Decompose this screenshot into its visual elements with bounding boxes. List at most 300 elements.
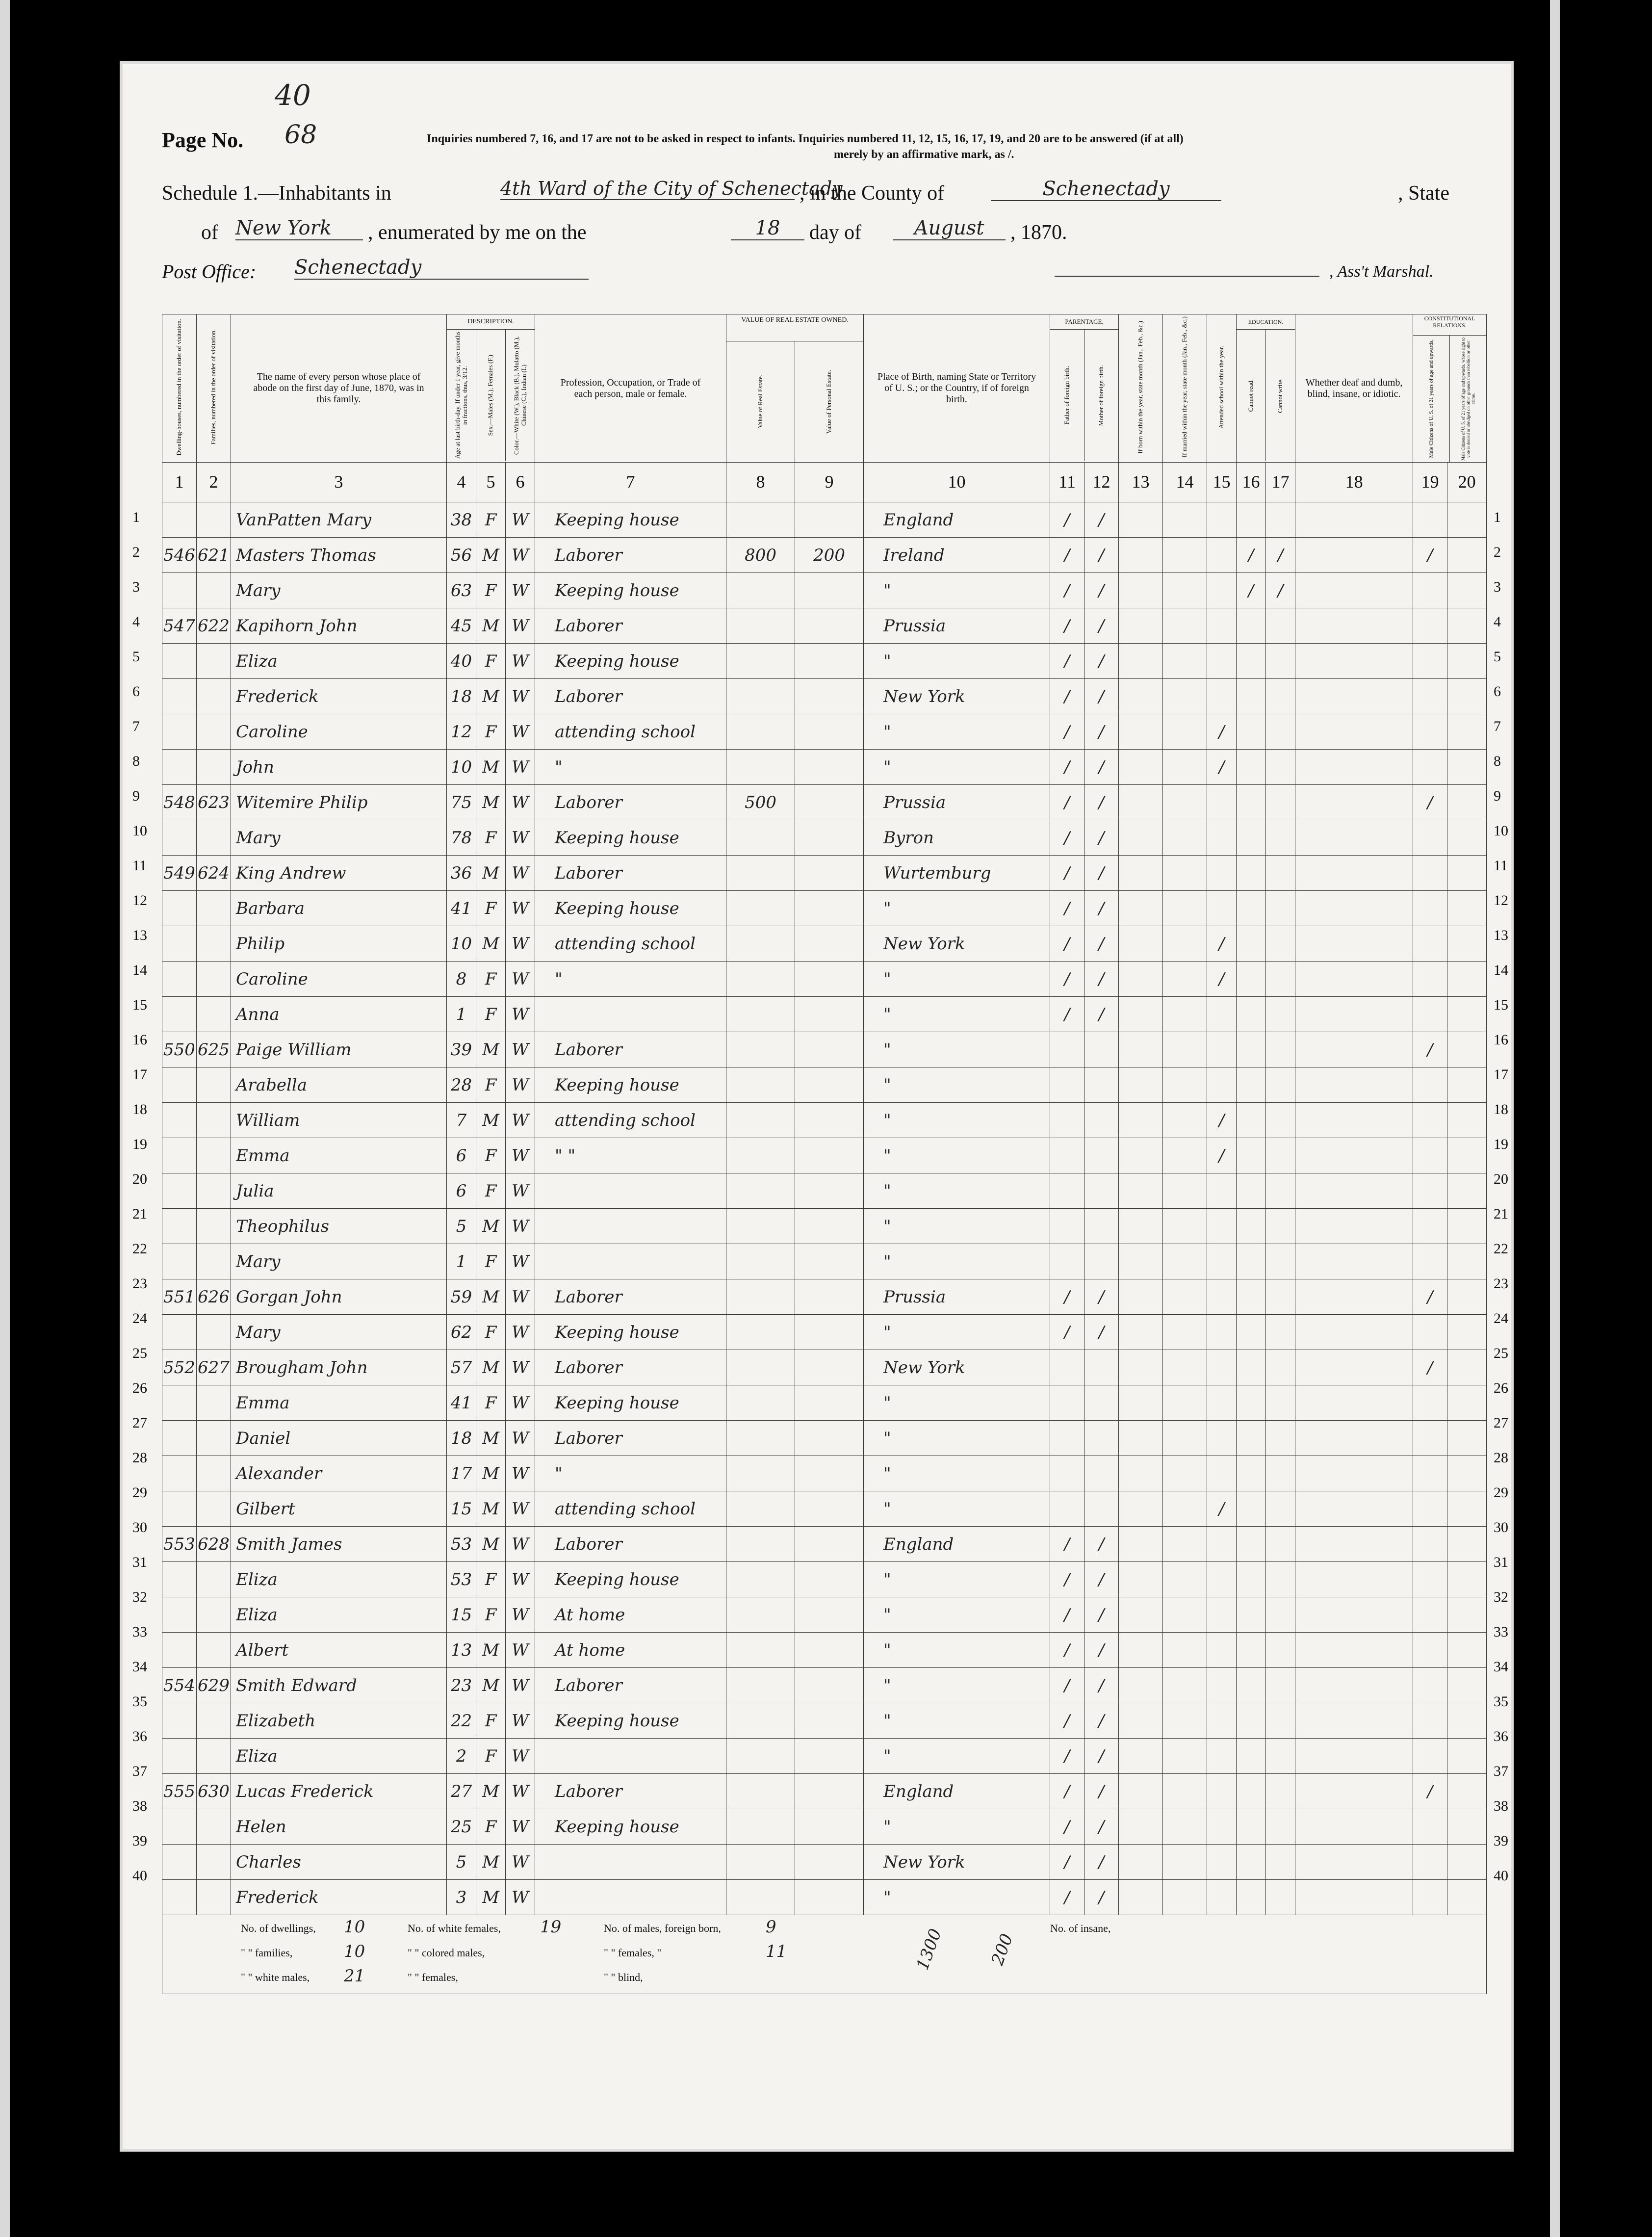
birthplace-cell: Ireland: [864, 538, 1050, 573]
col-19-header: Male Citizens of U. S. of 21 years of age and upwards.: [1428, 339, 1434, 458]
table-row: [162, 1067, 1487, 1103]
cannot-write-cell: [1266, 1209, 1295, 1244]
line-number-right: 4: [1494, 614, 1501, 630]
line-number-right: 34: [1494, 1659, 1508, 1675]
vote-denied-cell: [1447, 573, 1487, 608]
birthplace-cell: ": [864, 1562, 1050, 1597]
cannot-write-cell: [1266, 926, 1295, 962]
line-number-left: 40: [132, 1868, 147, 1884]
family-number: [197, 1103, 231, 1138]
attended-school-cell: [1207, 679, 1237, 714]
attended-school-cell: [1207, 1880, 1237, 1915]
age-cell: 56: [447, 538, 476, 573]
table-row: [162, 1350, 1487, 1385]
male-citizen-cell: [1413, 1421, 1447, 1456]
birthplace-cell: ": [864, 997, 1050, 1032]
male-citizen-cell: [1413, 1491, 1447, 1527]
birthplace-cell: ": [864, 1138, 1050, 1173]
attended-school-cell: [1207, 573, 1237, 608]
color-cell: W: [506, 573, 535, 608]
infirmity-cell: [1295, 997, 1413, 1032]
occupation-cell: ": [535, 1456, 726, 1491]
birthplace-cell: ": [864, 1880, 1050, 1915]
cannot-read-cell: [1237, 750, 1266, 785]
birthplace-cell: ": [864, 1173, 1050, 1209]
born-within-year-cell: [1119, 1668, 1163, 1703]
column-number: 5: [476, 463, 506, 502]
real-estate-cell: [726, 1597, 795, 1633]
male-citizen-cell: [1413, 644, 1447, 679]
inquiries-note-2: merely by an affirmative mark, as /.: [834, 148, 1014, 161]
person-name: William: [231, 1103, 447, 1138]
col-20-header: Male Citizens of U. S. of 21 years of age and upwards, whose right to vote is denied or abridged on other grounds than rebellion or other crime.: [1460, 337, 1476, 461]
mother-foreign-cell: /: [1084, 1562, 1119, 1597]
post-office-label: Post Office:: [162, 260, 257, 283]
birthplace-cell: ": [864, 1067, 1050, 1103]
married-within-year-cell: [1163, 1633, 1207, 1668]
table-row: [162, 1491, 1487, 1527]
male-citizen-cell: [1413, 997, 1447, 1032]
white-females-value: 19: [540, 1917, 562, 1937]
age-cell: 6: [447, 1138, 476, 1173]
attended-school-cell: [1207, 1456, 1237, 1491]
column-number: 14: [1163, 463, 1207, 502]
family-number: 630: [197, 1774, 231, 1809]
family-number: [197, 820, 231, 856]
vote-denied-cell: [1447, 1880, 1487, 1915]
color-cell: W: [506, 1880, 535, 1915]
mother-foreign-cell: [1084, 1103, 1119, 1138]
color-cell: W: [506, 785, 535, 820]
day-of-label: day of: [809, 221, 862, 244]
male-citizen-cell: [1413, 1739, 1447, 1774]
cannot-read-cell: [1237, 1032, 1266, 1067]
vote-denied-cell: [1447, 538, 1487, 573]
vote-denied-cell: [1447, 608, 1487, 644]
married-within-year-cell: [1163, 1456, 1207, 1491]
dwelling-number: 549: [162, 856, 197, 891]
male-citizen-cell: [1413, 1067, 1447, 1103]
male-citizen-cell: /: [1413, 785, 1447, 820]
family-number: [197, 1138, 231, 1173]
cannot-read-cell: [1237, 891, 1266, 926]
cannot-read-cell: /: [1237, 538, 1266, 573]
table-row: [162, 538, 1487, 573]
cannot-read-cell: [1237, 1209, 1266, 1244]
totals-row: [162, 1915, 1487, 1994]
dwelling-number: [162, 1173, 197, 1209]
father-foreign-cell: /: [1050, 820, 1084, 856]
personal-estate-cell: [795, 1456, 864, 1491]
mother-foreign-cell: /: [1084, 1633, 1119, 1668]
col-15-header: Attended school within the year.: [1207, 314, 1237, 463]
line-number-left: 21: [132, 1206, 147, 1222]
dwelling-number: [162, 997, 197, 1032]
line-number-right: 9: [1494, 788, 1501, 804]
line-number-right: 11: [1494, 858, 1508, 874]
male-citizen-cell: [1413, 1385, 1447, 1421]
mother-foreign-cell: [1084, 1209, 1119, 1244]
age-cell: 53: [447, 1527, 476, 1562]
born-within-year-cell: [1119, 1597, 1163, 1633]
real-estate-cell: [726, 1173, 795, 1209]
father-foreign-cell: [1050, 1209, 1084, 1244]
mother-foreign-cell: /: [1084, 1703, 1119, 1739]
county-label: , in the County of: [800, 182, 945, 205]
color-cell: W: [506, 1774, 535, 1809]
infirmity-cell: [1295, 1244, 1413, 1279]
person-name: Frederick: [231, 679, 447, 714]
infirmity-cell: [1295, 1421, 1413, 1456]
line-number-right: 5: [1494, 649, 1501, 665]
table-row: [162, 1103, 1487, 1138]
personal-estate-cell: [795, 1350, 864, 1385]
cannot-write-cell: [1266, 644, 1295, 679]
male-citizen-cell: [1413, 1103, 1447, 1138]
infirmity-cell: [1295, 573, 1413, 608]
born-within-year-cell: [1119, 1527, 1163, 1562]
person-name: Philip: [231, 926, 447, 962]
cannot-read-cell: [1237, 820, 1266, 856]
family-number: [197, 644, 231, 679]
born-within-year-cell: [1119, 1421, 1163, 1456]
vote-denied-cell: [1447, 714, 1487, 750]
education-header: EDUCATION. Cannot read. Cannot write.: [1237, 314, 1295, 463]
sex-cell: F: [476, 1703, 506, 1739]
line-number-right: 10: [1494, 823, 1508, 839]
sex-cell: M: [476, 785, 506, 820]
line-number-right: 2: [1494, 544, 1501, 560]
father-foreign-cell: /: [1050, 1315, 1084, 1350]
personal-estate-cell: [795, 1173, 864, 1209]
column-number-row: [162, 463, 1487, 502]
personal-estate-cell: [795, 1880, 864, 1915]
dwellings-label: No. of dwellings,: [241, 1922, 316, 1934]
age-cell: 28: [447, 1067, 476, 1103]
scan-edge-right: [1550, 0, 1560, 2237]
column-number: 10: [864, 463, 1050, 502]
vote-denied-cell: [1447, 1067, 1487, 1103]
age-cell: 10: [447, 750, 476, 785]
attended-school-cell: [1207, 820, 1237, 856]
age-cell: 23: [447, 1668, 476, 1703]
family-number: 621: [197, 538, 231, 573]
age-cell: 78: [447, 820, 476, 856]
parentage-header: PARENTAGE. Father of foreign birth. Mother of foreign birth.: [1050, 314, 1119, 463]
infirmity-cell: [1295, 750, 1413, 785]
infirmity-cell: [1295, 856, 1413, 891]
born-within-year-cell: [1119, 1385, 1163, 1421]
col-8-header: Value of Real Estate.: [756, 375, 764, 429]
col-16-header: Cannot read.: [1247, 379, 1255, 412]
cannot-read-cell: [1237, 1067, 1266, 1103]
age-cell: 5: [447, 1209, 476, 1244]
family-number: [197, 1385, 231, 1421]
born-within-year-cell: [1119, 608, 1163, 644]
personal-estate-cell: [795, 1491, 864, 1527]
mother-foreign-cell: /: [1084, 856, 1119, 891]
table-row: [162, 1279, 1487, 1315]
cannot-read-cell: [1237, 1350, 1266, 1385]
occupation-cell: [535, 1739, 726, 1774]
family-number: 627: [197, 1350, 231, 1385]
real-estate-cell: [726, 1067, 795, 1103]
father-foreign-cell: /: [1050, 714, 1084, 750]
cannot-read-cell: [1237, 926, 1266, 962]
birthplace-cell: Prussia: [864, 608, 1050, 644]
county-value: Schenectady: [991, 178, 1221, 201]
person-name: Eliza: [231, 1597, 447, 1633]
col-1-header: Dwelling-houses, numbered in the order of visitation.: [162, 314, 197, 463]
personal-estate-cell: [795, 1668, 864, 1703]
person-name: Julia: [231, 1173, 447, 1209]
mother-foreign-cell: /: [1084, 679, 1119, 714]
cannot-read-cell: [1237, 1562, 1266, 1597]
col-2-header: Families, numbered in the order of visitation.: [197, 314, 231, 463]
cannot-write-cell: [1266, 1845, 1295, 1880]
mother-foreign-cell: /: [1084, 750, 1119, 785]
occupation-cell: Keeping house: [535, 1067, 726, 1103]
occupation-cell: Keeping house: [535, 644, 726, 679]
line-number-left: 28: [132, 1450, 147, 1466]
married-within-year-cell: [1163, 1173, 1207, 1209]
born-within-year-cell: [1119, 891, 1163, 926]
personal-estate-cell: [795, 1562, 864, 1597]
table-row: [162, 785, 1487, 820]
table-row: [162, 1597, 1487, 1633]
family-number: [197, 997, 231, 1032]
attended-school-cell: [1207, 1703, 1237, 1739]
occupation-cell: Laborer: [535, 785, 726, 820]
families-label: " " families,: [241, 1947, 293, 1959]
occupation-cell: [535, 997, 726, 1032]
cannot-write-cell: [1266, 997, 1295, 1032]
cannot-write-cell: /: [1266, 538, 1295, 573]
born-within-year-cell: [1119, 1244, 1163, 1279]
born-within-year-cell: [1119, 573, 1163, 608]
family-number: 628: [197, 1527, 231, 1562]
col-17-header: Cannot write.: [1276, 378, 1284, 413]
male-citizen-cell: [1413, 608, 1447, 644]
age-cell: 18: [447, 1421, 476, 1456]
family-number: [197, 1456, 231, 1491]
father-foreign-cell: /: [1050, 997, 1084, 1032]
sex-cell: M: [476, 1032, 506, 1067]
birthplace-cell: ": [864, 1491, 1050, 1527]
column-number: 3: [231, 463, 447, 502]
table-header-row: [162, 314, 1487, 463]
column-number: 7: [535, 463, 726, 502]
personal-estate-cell: [795, 1067, 864, 1103]
color-cell: W: [506, 502, 535, 538]
infirmity-cell: [1295, 1315, 1413, 1350]
foreign-females-value: 11: [766, 1942, 787, 1961]
family-number: [197, 1562, 231, 1597]
table-row: [162, 926, 1487, 962]
cannot-read-cell: [1237, 1173, 1266, 1209]
column-number: 15: [1207, 463, 1237, 502]
vote-denied-cell: [1447, 1138, 1487, 1173]
age-cell: 39: [447, 1032, 476, 1067]
person-name: Smith Edward: [231, 1668, 447, 1703]
age-cell: 25: [447, 1809, 476, 1845]
cannot-read-cell: [1237, 785, 1266, 820]
person-name: Witemire Philip: [231, 785, 447, 820]
table-row: [162, 856, 1487, 891]
person-name: Alexander: [231, 1456, 447, 1491]
mother-foreign-cell: /: [1084, 573, 1119, 608]
personal-estate-cell: [795, 1385, 864, 1421]
mother-foreign-cell: /: [1084, 1774, 1119, 1809]
line-number-right: 7: [1494, 718, 1501, 734]
born-within-year-cell: [1119, 1491, 1163, 1527]
occupation-cell: Laborer: [535, 1774, 726, 1809]
born-within-year-cell: [1119, 1633, 1163, 1668]
mother-foreign-cell: [1084, 1350, 1119, 1385]
table-row: [162, 1774, 1487, 1809]
born-within-year-cell: [1119, 1138, 1163, 1173]
married-within-year-cell: [1163, 573, 1207, 608]
table-row: [162, 502, 1487, 538]
cannot-write-cell: [1266, 1385, 1295, 1421]
day-value: 18: [731, 217, 804, 240]
table-row: [162, 1703, 1487, 1739]
vote-denied-cell: [1447, 1421, 1487, 1456]
dwelling-number: [162, 1809, 197, 1845]
married-within-year-cell: [1163, 1703, 1207, 1739]
color-cell: W: [506, 962, 535, 997]
mother-foreign-cell: /: [1084, 502, 1119, 538]
father-foreign-cell: /: [1050, 1527, 1084, 1562]
white-males-value: 21: [344, 1966, 365, 1986]
table-row: [162, 1880, 1487, 1915]
male-citizen-cell: /: [1413, 1774, 1447, 1809]
sex-cell: M: [476, 1456, 506, 1491]
real-estate-cell: [726, 962, 795, 997]
dwelling-number: [162, 1209, 197, 1244]
real-estate-cell: [726, 1421, 795, 1456]
person-name: Theophilus: [231, 1209, 447, 1244]
male-citizen-cell: [1413, 1562, 1447, 1597]
born-within-year-cell: [1119, 856, 1163, 891]
dwelling-number: [162, 1103, 197, 1138]
color-cell: W: [506, 1385, 535, 1421]
born-within-year-cell: [1119, 1209, 1163, 1244]
cannot-read-cell: [1237, 1527, 1266, 1562]
real-estate-cell: [726, 679, 795, 714]
personal-estate-cell: [795, 1315, 864, 1350]
dwellings-value: 10: [344, 1917, 365, 1937]
born-within-year-cell: [1119, 679, 1163, 714]
cannot-write-cell: [1266, 1597, 1295, 1633]
inquiries-note: Inquiries numbered 7, 16, and 17 are not to be asked in respect to infants. Inquiries numbered 11, 12, 15, 16, 17, 19, and 20 are to be answered (if at all): [427, 132, 1184, 145]
male-citizen-cell: [1413, 714, 1447, 750]
person-name: Paige William: [231, 1032, 447, 1067]
person-name: Helen: [231, 1809, 447, 1845]
age-cell: 45: [447, 608, 476, 644]
col-4-header: Age at last birth-day. If under 1 year, give months in fractions, thus, 3/12.: [453, 332, 468, 459]
occupation-cell: attending school: [535, 926, 726, 962]
page-alt-number: 40: [275, 78, 311, 112]
real-estate-cell: [726, 1032, 795, 1067]
born-within-year-cell: [1119, 1562, 1163, 1597]
mother-foreign-cell: /: [1084, 1739, 1119, 1774]
infirmity-cell: [1295, 679, 1413, 714]
person-name: Masters Thomas: [231, 538, 447, 573]
cannot-read-cell: [1237, 644, 1266, 679]
attended-school-cell: [1207, 1809, 1237, 1845]
dwelling-number: [162, 891, 197, 926]
birthplace-cell: ": [864, 1633, 1050, 1668]
page-number: 68: [284, 120, 317, 150]
occupation-cell: [535, 1880, 726, 1915]
line-number-right: 3: [1494, 579, 1501, 595]
attended-school-cell: [1207, 1385, 1237, 1421]
line-number-left: 23: [132, 1275, 147, 1292]
age-cell: 18: [447, 679, 476, 714]
attended-school-cell: [1207, 1421, 1237, 1456]
personal-estate-cell: [795, 644, 864, 679]
col-10-header: Place of Birth, naming State or Territory of U. S.; or the Country, if of foreign birth.: [864, 314, 1050, 463]
father-foreign-cell: [1050, 1491, 1084, 1527]
infirmity-cell: [1295, 1809, 1413, 1845]
vote-denied-cell: [1447, 1809, 1487, 1845]
age-cell: 36: [447, 856, 476, 891]
family-number: 626: [197, 1279, 231, 1315]
occupation-cell: Laborer: [535, 1279, 726, 1315]
cannot-write-cell: [1266, 1138, 1295, 1173]
person-name: Mary: [231, 1315, 447, 1350]
male-citizen-cell: [1413, 926, 1447, 962]
infirmity-cell: [1295, 1845, 1413, 1880]
mother-foreign-cell: [1084, 1244, 1119, 1279]
dwelling-number: [162, 1138, 197, 1173]
mother-foreign-cell: [1084, 1421, 1119, 1456]
table-row: [162, 644, 1487, 679]
color-cell: W: [506, 1138, 535, 1173]
table-row: [162, 820, 1487, 856]
infirmity-cell: [1295, 1597, 1413, 1633]
born-within-year-cell: [1119, 820, 1163, 856]
line-number-left: 31: [132, 1554, 147, 1570]
attended-school-cell: [1207, 502, 1237, 538]
birthplace-cell: New York: [864, 1350, 1050, 1385]
male-citizen-cell: [1413, 856, 1447, 891]
married-within-year-cell: [1163, 1491, 1207, 1527]
married-within-year-cell: [1163, 1421, 1207, 1456]
mother-foreign-cell: /: [1084, 926, 1119, 962]
age-cell: 38: [447, 502, 476, 538]
male-citizen-cell: [1413, 1456, 1447, 1491]
married-within-year-cell: [1163, 962, 1207, 997]
age-cell: 57: [447, 1350, 476, 1385]
married-within-year-cell: [1163, 1279, 1207, 1315]
personal-estate-cell: [795, 502, 864, 538]
infirmity-cell: [1295, 962, 1413, 997]
birthplace-cell: ": [864, 1385, 1050, 1421]
sex-cell: M: [476, 1774, 506, 1809]
line-number-right: 28: [1494, 1450, 1508, 1466]
attended-school-cell: [1207, 1067, 1237, 1103]
real-estate-cell: 800: [726, 538, 795, 573]
table-row: [162, 891, 1487, 926]
dwelling-number: 551: [162, 1279, 197, 1315]
born-within-year-cell: [1119, 1279, 1163, 1315]
mother-foreign-cell: /: [1084, 538, 1119, 573]
table-row: [162, 1633, 1487, 1668]
sex-cell: F: [476, 962, 506, 997]
birthplace-cell: ": [864, 1209, 1050, 1244]
